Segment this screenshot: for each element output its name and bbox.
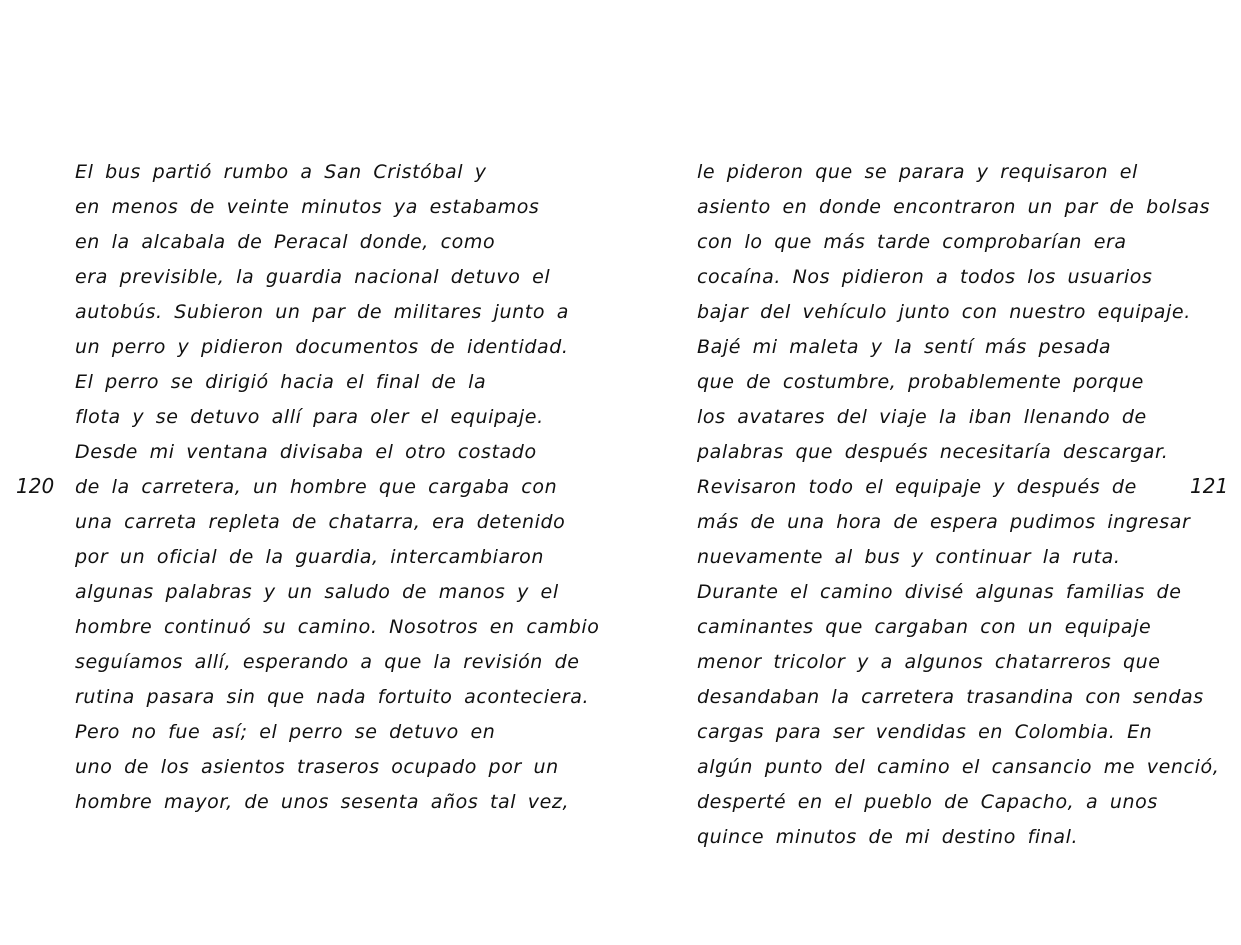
text-line: más de una hora de espera pudimos ingresar [697,511,1191,533]
text-line: algún punto del camino el cansancio me venció, [697,756,1220,778]
text-line: asiento en donde encontraron un par de bolsas [697,196,1211,218]
text-line: los avatares del viaje la iban llenando de [697,406,1147,428]
text-line: de la carretera, un hombre que cargaba con [75,476,558,498]
text-line: rutina pasara sin que nada fortuito aconteciera. [75,686,590,708]
text-line: Revisaron todo el equipaje y después de [697,476,1137,498]
text-line: El bus partió rumbo a San Cristóbal y [75,161,487,183]
right-page [620,0,1241,945]
text-line: caminantes que cargaban con un equipaje [697,616,1152,638]
text-line: le pideron que se parara y requisaron el [697,161,1138,183]
text-line: desandaban la carretera trasandina con sendas [697,686,1204,708]
text-line: hombre mayor, de unos sesenta años tal vez, [75,791,570,813]
text-line: Bajé mi maleta y la sentí más pesada [697,336,1112,358]
text-line: algunas palabras y un saludo de manos y el [75,581,559,603]
page-number-left: 120 [16,474,55,498]
text-line: cocaína. Nos pidieron a todos los usuarios [697,266,1153,288]
page-number-right: 121 [1190,474,1229,498]
text-line: desperté en el pueblo de Capacho, a unos [697,791,1158,813]
text-line: autobús. Subieron un par de militares junto a [75,301,569,323]
text-line: Pero no fue así; el perro se detuvo en [75,721,496,743]
text-line: palabras que después necesitaría descargar. [697,441,1169,463]
text-line: en la alcabala de Peracal donde, como [75,231,496,253]
text-line: en menos de veinte minutos ya estabamos [75,196,540,218]
left-page [0,0,620,945]
text-line: menor tricolor y a algunos chatarreros que [697,651,1161,673]
text-line: Durante el camino divisé algunas familias de [697,581,1182,603]
text-line: bajar del vehículo junto con nuestro equipaje. [697,301,1191,323]
text-line: una carreta repleta de chatarra, era detenido [75,511,566,533]
text-line: con lo que más tarde comprobarían era [697,231,1127,253]
left-page-text [75,155,600,820]
text-line: El perro se dirigió hacia el final de la [75,371,487,393]
text-line: nuevamente al bus y continuar la ruta. [697,546,1121,568]
text-line: uno de los asientos traseros ocupado por un [75,756,559,778]
text-line: cargas para ser vendidas en Colombia. En [697,721,1153,743]
text-line: un perro y pidieron documentos de identidad. [75,336,569,358]
text-line: que de costumbre, probablemente porque [697,371,1144,393]
text-line: flota y se detuvo allí para oler el equipaje. [75,406,544,428]
text-line: seguíamos allí, esperando a que la revisión de [75,651,580,673]
text-line: Desde mi ventana divisaba el otro costado [75,441,537,463]
text-line: por un oficial de la guardia, intercambiaron [75,546,545,568]
text-line: quince minutos de mi destino final. [697,826,1079,848]
text-line: era previsible, la guardia nacional detuvo el [75,266,551,288]
text-line: hombre continuó su camino. Nosotros en cambio [75,616,600,638]
right-page-text [697,155,1219,855]
